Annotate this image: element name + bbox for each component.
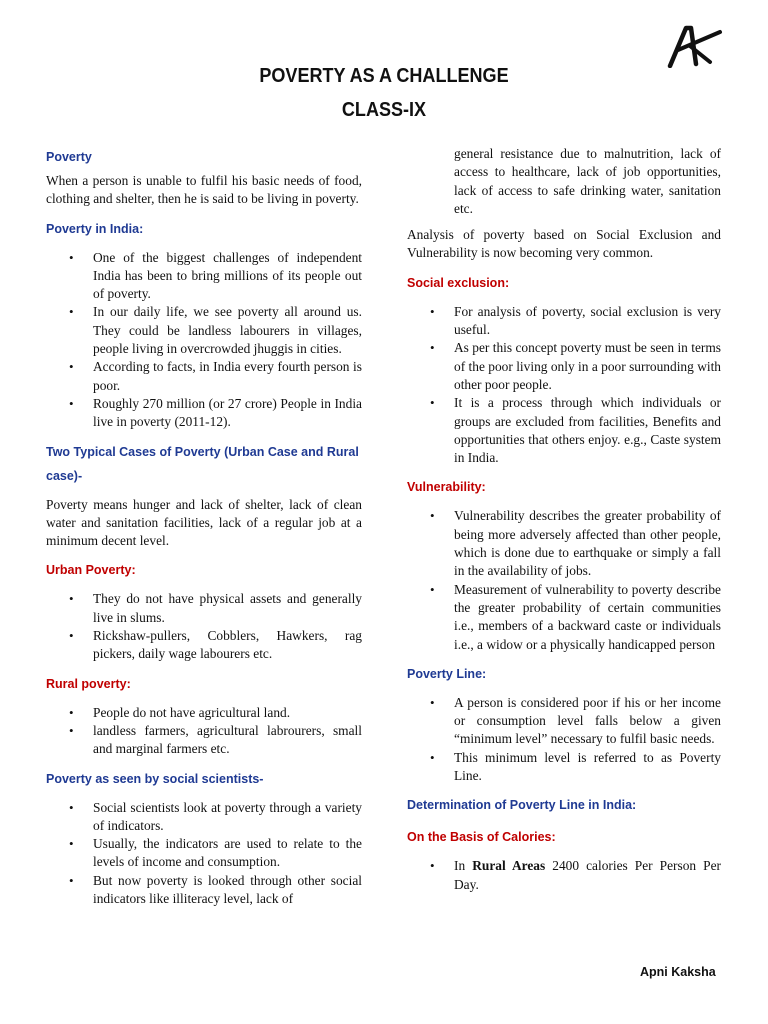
list-item: • A person is considered poor if his or her income or consumption level falls below a given “minimum level” necessary to fulfil basic needs. — [454, 694, 721, 749]
list-item: • It is a process through which individuals or groups are excluded from facilities, Benefits and opportunities that others enjoy. e.g., Caste system in India. — [454, 394, 721, 467]
apni-kaksha-logo-icon — [666, 24, 724, 68]
heading-calories: On the Basis of Calories: — [407, 830, 556, 845]
analysis-text: Analysis of poverty based on Social Exclusion and Vulnerability is now becoming very common. — [407, 227, 721, 261]
continued-list — [407, 145, 721, 218]
list-item: • Vulnerability describes the greater probability of being more adversely affected than other people, which is done due to earthquake or simply a fall in the availability of jobs. — [454, 507, 721, 580]
list-item: • Social scientists look at poverty through a variety of indicators. — [93, 799, 362, 836]
heading-social-scientists: Poverty as seen by social scientists- — [46, 771, 264, 786]
right-column — [407, 145, 721, 894]
list-item: • People do not have agricultural land. — [93, 704, 362, 722]
heading-determination: Determination of Poverty Line in India: — [407, 798, 637, 813]
list-item: • In our daily life, we see poverty all around us. They could be landless labourers in villages, people living in overcrowded jhuggis in cities. — [93, 303, 362, 358]
rural-list — [46, 704, 362, 759]
list-item: • Measurement of vulnerability to poverty describe the greater probability of certain communities i.e., members of a backward caste or individuals i.e., a widow or a physically handicapped person — [454, 581, 721, 654]
list-item: • One of the biggest challenges of independent India has been to bring millions of its people out of poverty. — [93, 249, 362, 304]
heading-two-cases: Two Typical Cases of Poverty (Urban Case and Rural case)- — [46, 444, 359, 483]
list-item-rural-calories — [454, 857, 721, 894]
heading-rural-poverty: Rural poverty: — [46, 676, 131, 691]
heading-poverty-in-india: Poverty in India: — [46, 221, 144, 236]
heading-poverty: Poverty — [46, 150, 92, 164]
list-item-continued: general resistance due to malnutrition, lack of access to healthcare, lack of job opportunities, lack of access to safe drinking water, sanitation etc. — [454, 146, 721, 216]
list-item: • But now poverty is looked through other social indicators like illiteracy level, lack of — [93, 872, 362, 909]
list-item: • This minimum level is referred to as Poverty Line. — [454, 749, 721, 786]
list-item: • Roughly 270 million (or 27 crore) People in India live in poverty (2011-12). — [93, 395, 362, 432]
list-item: • Usually, the indicators are used to relate to the levels of income and consumption. — [93, 835, 362, 872]
heading-urban-poverty: Urban Poverty: — [46, 563, 136, 578]
poverty-definition: When a person is unable to fulfil his basic needs of food, clothing and shelter, then he is said to be living in poverty. — [46, 173, 362, 207]
calorie-rest: 2400 calories Per Person Per Day. — [454, 858, 721, 892]
list-item: • According to facts, in India every fourth person is poor. — [93, 358, 362, 395]
list-item: • Rickshaw-pullers, Cobblers, Hawkers, rag pickers, daily wage labourers etc. — [93, 627, 362, 664]
urban-list — [46, 590, 362, 663]
vulnerability-list — [407, 507, 721, 653]
rural-areas-bold: Rural Areas — [472, 858, 546, 874]
calorie-prefix: In — [454, 858, 473, 874]
page-subtitle: CLASS-IX — [341, 98, 427, 121]
list-item: • They do not have physical assets and generally live in slums. — [93, 590, 362, 627]
two-cases-text: Poverty means hunger and lack of shelter, lack of clean water and sanitation facilities, lack of a regular job at a minimum decent level. — [46, 496, 362, 549]
calories-list — [407, 857, 721, 894]
list-item: • As per this concept poverty must be seen in terms of the poor living only in a poor surrounding with other poor people. — [454, 339, 721, 394]
exclusion-list — [407, 303, 721, 468]
page-title: POVERTY AS A CHALLENGE — [259, 64, 509, 87]
poverty-line-list — [407, 694, 721, 785]
scientists-list — [46, 799, 362, 909]
heading-poverty-line: Poverty Line: — [407, 666, 487, 681]
left-column — [46, 145, 362, 908]
heading-social-exclusion: Social exclusion: — [407, 275, 510, 290]
footer-brand: Apni Kaksha — [640, 965, 716, 979]
list-item: • landless farmers, agricultural labrourers, small and marginal farmers etc. — [93, 722, 362, 759]
india-list — [46, 249, 362, 432]
list-item: • For analysis of poverty, social exclusion is very useful. — [454, 303, 721, 340]
heading-vulnerability: Vulnerability: — [407, 480, 486, 495]
